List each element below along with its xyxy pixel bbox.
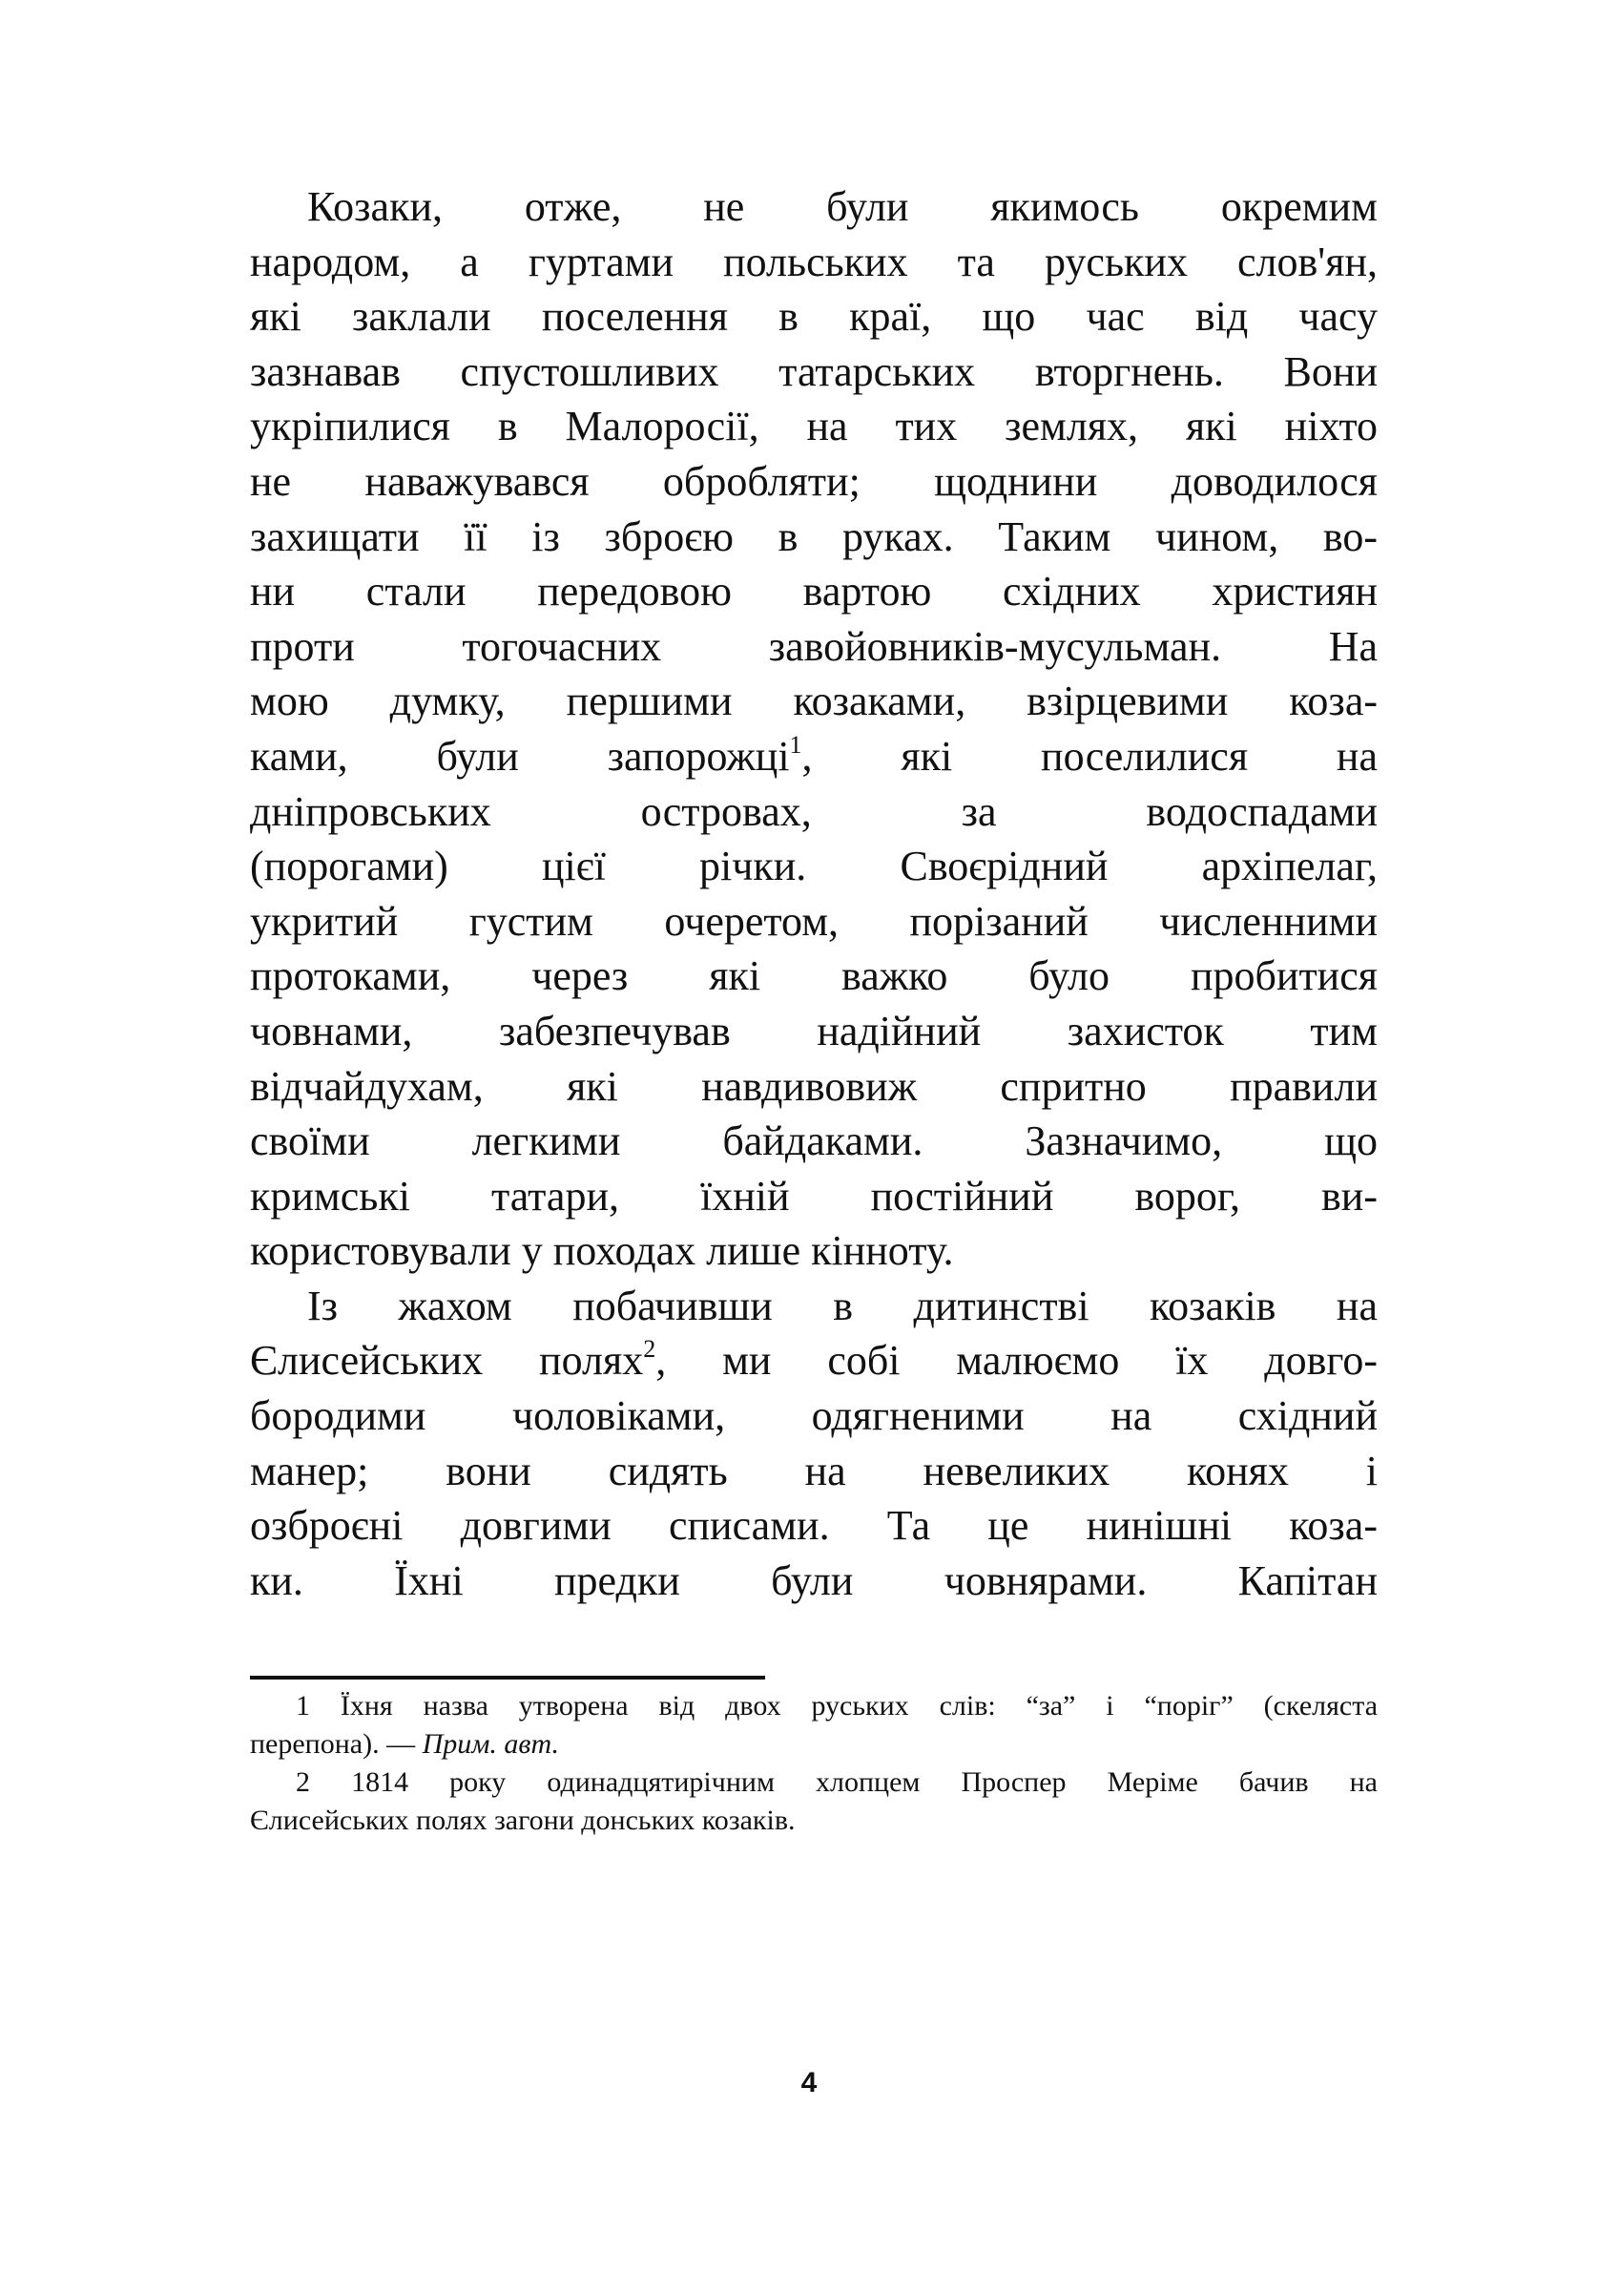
footnotes (250, 1687, 1378, 1840)
text-line: Із жахом побачивши в дитинстві козаків на (307, 1282, 1378, 1329)
text-line: укріпилися в Малоросії, на тих землях, які ніхто (250, 403, 1378, 450)
text-line: (порогами) цієї річки. Своєрідний архіпелаг, (250, 843, 1378, 890)
text-segment: , які поселилися на (801, 732, 1378, 780)
footnote-marker: 1 (296, 1690, 310, 1722)
text-line: укритий густим очеретом, порізаний численними (250, 897, 1378, 945)
footnote-2 (250, 1764, 1378, 1840)
footnote-ref-2[interactable]: 2 (643, 1335, 656, 1364)
text-line: захищати її із зброєю в руках. Таким чином, во- (250, 512, 1378, 560)
text-line: своїми легкими байдаками. Зазначимо, що (250, 1117, 1378, 1165)
paragraph-2 (250, 1279, 1378, 1609)
text-line: бородими чоловіками, одягненими на східний (250, 1392, 1378, 1440)
footnote-line (250, 1764, 1378, 1802)
footnote-text: перепона). — (250, 1728, 423, 1760)
text-segment: ками, були запорожці (250, 732, 790, 780)
text-line: дніпровських островах, за водоспадами (250, 787, 1378, 835)
text-line: ни стали передовою вартою східних християн (250, 568, 1378, 616)
text-segment: , ми собі малюємо їх довго- (655, 1337, 1379, 1385)
text-line: мою думку, першими козаками, взірцевими коза- (250, 678, 1378, 725)
text-line (250, 729, 1378, 784)
footnote-marker: 2 (296, 1766, 310, 1798)
text-line: кримські татари, їхній постійний ворог, ви- (250, 1172, 1378, 1220)
text-line: народом, а гуртами польських та руських слов'ян, (250, 238, 1378, 285)
footnote-ref-1[interactable]: 1 (789, 730, 802, 759)
paragraph-1 (250, 179, 1378, 1279)
page-number: 4 (800, 2067, 818, 2098)
text-line: відчайдухам, які навдивовиж спритно правили (250, 1062, 1378, 1110)
text-line: зазнавав спустошливих татарських вторгнень. Вони (250, 347, 1378, 395)
text-line: протоками, через які важко було пробитися (250, 952, 1378, 1000)
text-line (250, 1333, 1378, 1388)
footnote-1 (250, 1687, 1378, 1764)
footnote-text: Їхня назва утворена від двох руських слів: “за” і “поріг” (скеляста (340, 1690, 1379, 1722)
text-line: які заклали поселення в краї, що час від часу (250, 293, 1378, 341)
text-line: човнами, забезпечував надійний захисток тим (250, 1007, 1378, 1054)
text-line: користовували у походах лише кінноту. (250, 1227, 954, 1275)
text-line: не наважувався обробляти; щоднини доводилося (250, 457, 1378, 505)
footnote-separator (250, 1676, 765, 1680)
author-note: Прим. авт. (422, 1728, 559, 1760)
text-segment: Єлисейських полях (250, 1337, 644, 1385)
body-text (250, 179, 1378, 1608)
text-line: Козаки, отже, не були якимось окремим (307, 183, 1378, 230)
footnote-line (250, 1725, 1378, 1764)
footnote-line: Єлисейських полях загони донських козаків. (250, 1805, 796, 1836)
text-line: ки. Їхні предки були човнярами. Капітан (250, 1556, 1378, 1604)
text-line: озброєні довгими списами. Та це нинішні коза- (250, 1502, 1378, 1550)
text-line: проти тогочасних завойовників-мусульман. На (250, 622, 1378, 670)
text-line: манер; вони сидять на невеликих конях і (250, 1447, 1378, 1494)
footnote-text: 1814 року одинадцятирічним хлопцем Проспер Меріме бачив на (351, 1766, 1378, 1798)
footnote-line (250, 1687, 1378, 1725)
